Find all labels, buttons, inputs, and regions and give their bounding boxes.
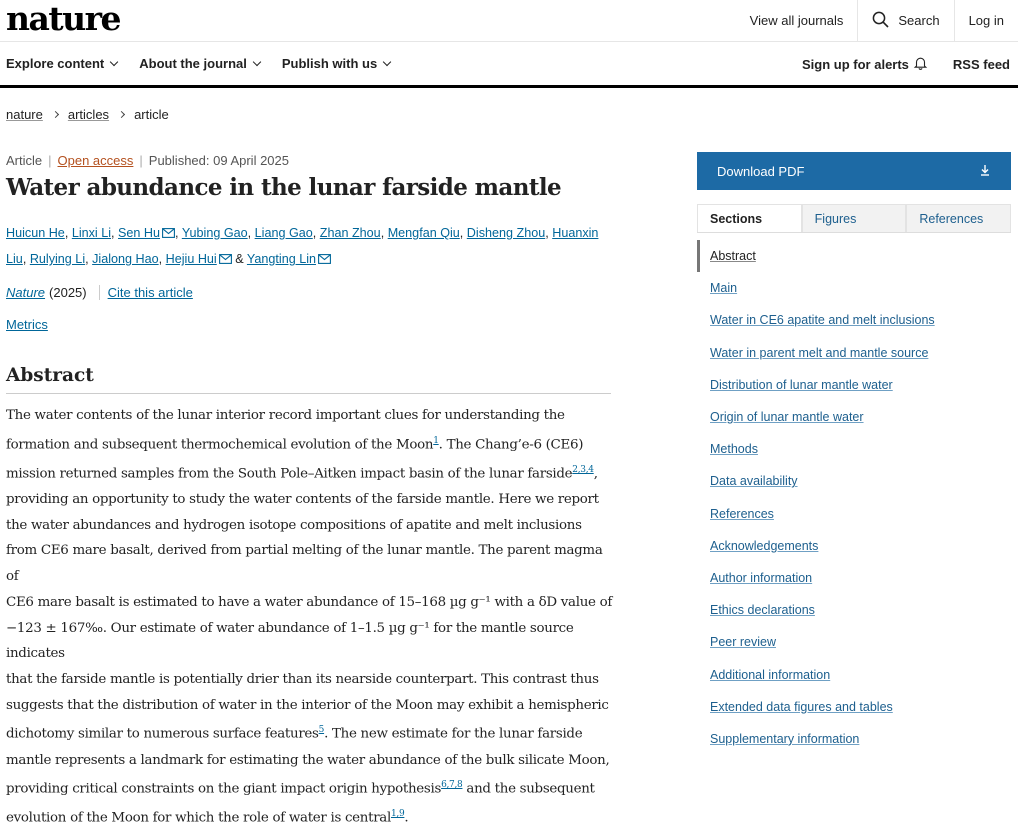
toc-item-references[interactable] [697, 498, 1011, 530]
toc-item-label: Origin of lunar mantle water [710, 410, 864, 425]
email-icon[interactable] [162, 222, 175, 247]
author-link[interactable]: Disheng Zhou [466, 226, 546, 240]
author-list: Huicun He, Linxi Li, Sen Hu , Yubing Gao, Liang Gao, Zhan Zhou, Mengfan Qiu, Disheng Zhou, Huanxin Liu, Rulying Li, Jialong Hao, Hejiu Hui & Yangting Lin [6, 221, 616, 273]
toc-item-water-in-parent-melt-and-mantle-source[interactable] [697, 337, 1011, 369]
abstract-line: mission returned samples from the South Pole–Aitken impact basin of the lunar farside$^{2,3,4}$, [6, 464, 598, 482]
toc-item-label: Water in CE6 apatite and melt inclusions [710, 313, 935, 328]
toc-item-label: Distribution of lunar mantle water [710, 377, 893, 392]
view-all-journals-label: View all journals [749, 13, 844, 28]
top-bar [0, 0, 1018, 42]
author-link[interactable]: Liang Gao [254, 226, 313, 240]
toc-item-label: Data availability [710, 474, 798, 489]
abstract-line: evolution of the Moon for which the role of water is central$^{1,9}$. [6, 809, 409, 826]
tab-sections[interactable]: Sections [697, 204, 802, 232]
toc-item-data-availability[interactable] [697, 465, 1011, 497]
toc-item-label: Supplementary information [710, 731, 860, 746]
search-label: Search [898, 13, 940, 28]
chevron-down-icon [110, 57, 118, 65]
author-link[interactable]: Huanxin Liu [6, 226, 599, 266]
sign-up-alerts-link[interactable] [802, 56, 927, 73]
toc-item-label: Methods [710, 442, 758, 457]
alerts-label: Sign up for alerts [802, 57, 909, 72]
tab-figures[interactable]: Figures [802, 204, 907, 232]
toc-item-origin-of-lunar-mantle-water[interactable] [697, 401, 1011, 433]
author-link[interactable]: Yangting Lin [246, 252, 317, 266]
search-icon [872, 11, 889, 31]
rss-feed-link[interactable] [953, 56, 1010, 73]
toc-item-label: References [710, 506, 774, 521]
toc-item-distribution-of-lunar-mantle-water[interactable] [697, 369, 1011, 401]
author-link[interactable]: Hejiu Hui [165, 252, 217, 266]
author-link[interactable]: Huicun He [6, 226, 65, 240]
article-meta [6, 153, 289, 168]
publication-year: (2025) [49, 285, 87, 300]
open-access-link[interactable]: Open access [57, 153, 134, 168]
toc-item-abstract[interactable] [697, 240, 1011, 272]
abstract-line: from CE6 mare basalt, derived from partial melting of the lunar mantle. The parent magma of [6, 543, 603, 585]
toc-item-label: Peer review [710, 635, 776, 650]
sections-toc [697, 240, 1011, 755]
nav-about-label: About the journal [139, 56, 247, 71]
author-link[interactable]: Rulying Li [29, 252, 86, 266]
abstract-text [6, 403, 618, 832]
abstract-line: mantle represents a landmark for estimating the water abundance of the bulk silicate Moon, [6, 752, 610, 768]
toc-item-label: Author information [710, 570, 813, 585]
reference-link[interactable]: 6,7,8 [441, 780, 463, 791]
search-button[interactable] [857, 0, 953, 41]
toc-item-label: Main [710, 281, 738, 296]
nav-explore-label: Explore content [6, 56, 105, 71]
toc-item-label: Ethics declarations [710, 603, 815, 618]
rss-label: RSS feed [952, 57, 1010, 72]
toc-item-methods[interactable] [697, 433, 1011, 465]
abstract-heading: Abstract [6, 365, 611, 394]
toc-item-ethics-declarations[interactable] [697, 594, 1011, 626]
login-link[interactable] [954, 0, 1018, 41]
nav-publish-label: Publish with us [281, 56, 378, 71]
sidebar-tabs [697, 204, 1011, 233]
toc-item-additional-information[interactable] [697, 658, 1011, 690]
email-icon[interactable] [318, 248, 331, 273]
reference-link[interactable]: 5 [318, 725, 325, 736]
cite-article-link[interactable]: Cite this article [99, 285, 193, 300]
author-link[interactable]: Jialong Hao [92, 252, 159, 266]
top-links [736, 0, 1018, 41]
toc-item-peer-review[interactable] [697, 626, 1011, 658]
main-nav [0, 42, 1018, 88]
article-title: Water abundance in the lunar farside mantle [6, 174, 562, 201]
nature-logo[interactable]: nature [6, 0, 120, 38]
abstract-line: The water contents of the lunar interior record important clues for understanding the [6, 408, 565, 423]
toc-item-label: Extended data figures and tables [710, 699, 893, 714]
download-pdf-label: Download PDF [717, 163, 805, 179]
toc-item-supplementary-information[interactable] [697, 723, 1011, 755]
nav-explore-content[interactable] [6, 56, 117, 71]
journal-line [6, 285, 193, 300]
abstract-line: formation and subsequent thermochemical evolution of the Moon$^1$. The Chang’e-6 (CE6) [6, 435, 584, 453]
meta-divider: | [48, 153, 52, 168]
toc-item-extended-data-figures-and-tables[interactable] [697, 691, 1011, 723]
chevron-right-icon [118, 111, 125, 118]
breadcrumb-articles[interactable]: articles [67, 107, 110, 122]
chevron-down-icon [383, 57, 391, 65]
journal-name-link[interactable]: Nature [6, 285, 46, 300]
abstract-line: that the farside mantle is potentially drier than its nearside counterpart. This contrast thus [6, 671, 599, 687]
abstract-line: dichotomy similar to numerous surface features$^5$. The new estimate for the lunar farside [6, 725, 583, 742]
toc-item-water-in-ce6-apatite-and-melt-inclusions[interactable] [697, 304, 1011, 336]
view-all-journals-link[interactable] [736, 0, 858, 41]
published-date: Published: 09 April 2025 [148, 153, 289, 168]
abstract-line: −123 ± 167‰. Our estimate of water abundance of 1–1.5 µg g⁻¹ for the mantle source indicates [6, 620, 574, 662]
abstract-line: the water abundances and hydrogen isotope compositions of apatite and melt inclusions [6, 517, 582, 533]
abstract-line: suggests that the distribution of water in the interior of the Moon may exhibit a hemispheric [6, 697, 609, 713]
abstract-line: providing an opportunity to study the water contents of the farside mantle. Here we report [6, 492, 599, 508]
download-icon [979, 164, 991, 179]
abstract-line: providing critical constraints on the giant impact origin hypothesis$^{6,7,8}$ and the subsequent [6, 780, 595, 797]
author-link[interactable]: Sen Hu [118, 226, 161, 240]
metrics-link[interactable]: Metrics [6, 317, 48, 332]
author-link[interactable]: Mengfan Qiu [387, 226, 460, 240]
toc-item-label: Acknowledgements [710, 538, 819, 553]
breadcrumb [6, 107, 169, 122]
toc-item-acknowledgements[interactable] [697, 530, 1011, 562]
tab-references[interactable]: References [906, 204, 1011, 232]
bell-icon [914, 56, 927, 73]
chevron-down-icon [253, 57, 261, 65]
abstract-line: CE6 mare basalt is estimated to have a water abundance of 15–168 µg g⁻¹ with a δD value of [6, 594, 613, 610]
toc-item-label: Abstract [710, 249, 756, 264]
chevron-right-icon [52, 111, 59, 118]
author-link[interactable]: Yubing Gao [181, 226, 248, 240]
toc-item-label: Additional information [710, 667, 831, 682]
author-link[interactable]: Linxi Li [71, 226, 112, 240]
toc-item-author-information[interactable] [697, 562, 1011, 594]
article-type: Article [6, 153, 43, 168]
reference-link[interactable]: 2,3,4 [572, 464, 594, 475]
meta-divider: | [139, 153, 143, 168]
email-icon[interactable] [219, 248, 232, 273]
reference-link[interactable]: 1 [433, 435, 439, 446]
toc-item-label: Water in parent melt and mantle source [710, 345, 929, 360]
reference-link[interactable]: 1,9 [390, 809, 405, 820]
breadcrumb-nature[interactable]: nature [6, 107, 43, 122]
download-pdf-button[interactable] [697, 152, 1011, 190]
nav-about-journal[interactable] [139, 56, 260, 71]
breadcrumb-current: article [134, 107, 169, 122]
login-label: Log in [968, 13, 1004, 28]
author-link[interactable]: Zhan Zhou [319, 226, 381, 240]
nav-publish-with-us[interactable] [282, 56, 390, 71]
toc-item-main[interactable] [697, 272, 1011, 304]
